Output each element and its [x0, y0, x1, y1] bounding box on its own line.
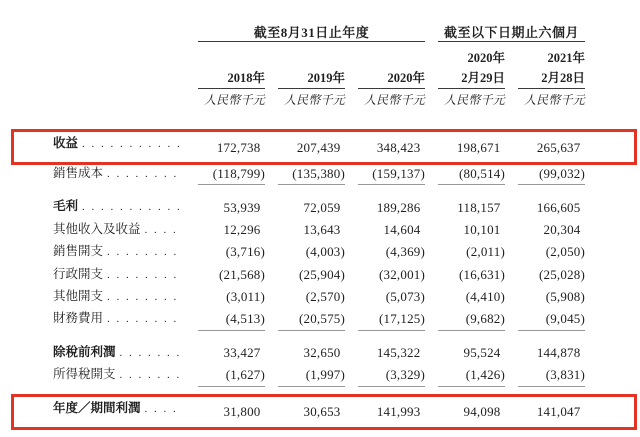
currency-unit-label: 人民幣千元: [283, 93, 345, 107]
value-cell: (20,575): [278, 308, 345, 330]
value-cell: (99,032): [518, 163, 585, 185]
value-cell: (118,799): [198, 163, 265, 185]
row-label-text: 年度／期間利潤: [53, 400, 141, 415]
dotted-leader: [120, 345, 183, 360]
spacer-cell: [50, 42, 185, 68]
dotted-leader: [82, 199, 183, 214]
row-label: [50, 308, 185, 330]
value-cell: 95,524: [463, 344, 501, 360]
value-cell: 32,650: [303, 344, 341, 360]
value-cell: 348,423: [376, 140, 421, 155]
table-row: [50, 133, 585, 163]
value-cell: (16,631): [458, 266, 505, 282]
spacer-cell: [50, 68, 185, 89]
value-cell: (135,380): [278, 163, 345, 185]
value-cell: (5,908): [545, 289, 585, 305]
value-cell: 166,605: [536, 199, 581, 215]
column-group-annual-title: 截至8月31日止年度: [253, 25, 370, 40]
value-cell: 144,878: [536, 344, 581, 360]
row-label-text: 所得稅開支: [53, 367, 116, 382]
spacer-cell: [278, 42, 345, 68]
row-label-text: 其他開支: [53, 288, 104, 303]
interim-year-header: 2020年: [467, 51, 505, 65]
value-cell: 31,800: [198, 398, 265, 428]
interim-date-header: 2月28日: [518, 68, 585, 89]
row-label-text: 行政開支: [53, 266, 104, 281]
currency-unit-label: 人民幣千元: [203, 93, 265, 107]
value-cell: (3,716): [225, 244, 265, 260]
dotted-leader: [107, 244, 183, 259]
value-cell: (4,410): [465, 289, 505, 305]
row-label-text: 除稅前利潤: [53, 344, 116, 359]
table-row: [50, 163, 585, 185]
row-label: [50, 219, 185, 241]
row-label: [50, 264, 185, 286]
value-cell: 33,427: [223, 344, 261, 360]
value-cell: (9,682): [438, 308, 505, 330]
value-cell: (1,627): [198, 364, 265, 386]
year-header: 2020年: [358, 68, 425, 89]
dotted-leader: [107, 166, 183, 181]
row-label: [50, 398, 185, 428]
currency-unit-label: 人民幣千元: [363, 93, 425, 107]
value-cell: (2,050): [545, 244, 585, 260]
value-cell: (25,904): [298, 266, 345, 282]
table-row: [50, 308, 585, 330]
value-cell: 30,653: [278, 398, 345, 428]
dotted-leader: [82, 136, 183, 151]
dotted-leader: [107, 311, 183, 326]
table-row: [50, 286, 585, 308]
row-label: [50, 241, 185, 263]
table-row: [50, 196, 585, 218]
column-group-header-row: [50, 22, 585, 42]
value-cell: (3,329): [358, 364, 425, 386]
value-cell: 265,637: [536, 140, 581, 155]
row-label-text: 毛利: [53, 199, 79, 214]
table-row: [50, 364, 585, 386]
dotted-leader: [120, 367, 183, 382]
value-cell: (3,011): [226, 289, 265, 305]
value-cell: 14,604: [383, 221, 421, 237]
value-cell: 72,059: [303, 199, 341, 215]
column-group-interim: [438, 22, 585, 42]
value-cell: 198,671: [456, 140, 501, 155]
row-label-text: 銷售開支: [53, 244, 104, 259]
dotted-leader: [107, 289, 183, 304]
value-cell: 12,296: [223, 221, 261, 237]
row-label-text: 銷售成本: [53, 166, 104, 180]
column-group-annual: [198, 22, 425, 42]
row-label-text: 收益: [53, 136, 79, 150]
table-row: [50, 241, 585, 263]
value-cell: (159,137): [358, 163, 425, 185]
currency-unit-label: 人民幣千元: [523, 93, 585, 107]
year-header: 2018年: [198, 68, 265, 89]
currency-unit-row: [50, 89, 585, 110]
value-cell: 141,047: [518, 398, 585, 428]
value-cell: (17,125): [358, 308, 425, 330]
value-cell: (1,426): [438, 364, 505, 386]
table-row: [50, 398, 585, 428]
row-label: [50, 364, 185, 386]
value-cell: (2,011): [466, 244, 505, 260]
value-cell: (1,997): [278, 364, 345, 386]
spacer-cell: [50, 22, 185, 42]
row-label: [50, 342, 185, 364]
value-cell: 20,304: [543, 221, 581, 237]
value-cell: 94,098: [438, 398, 505, 428]
value-cell: 207,439: [296, 140, 341, 155]
value-cell: (32,001): [378, 266, 425, 282]
row-label: [50, 196, 185, 218]
value-cell: (3,831): [518, 364, 585, 386]
value-cell: 13,643: [303, 221, 341, 237]
value-cell: 53,939: [223, 199, 261, 215]
year-header: 2019年: [278, 68, 345, 89]
row-label: [50, 163, 185, 185]
value-cell: (2,570): [305, 289, 345, 305]
table-row: [50, 219, 585, 241]
row-label: [50, 286, 185, 308]
value-cell: (21,568): [218, 266, 265, 282]
value-cell: 10,101: [463, 221, 501, 237]
value-cell: 145,322: [376, 344, 421, 360]
year-header-row: [50, 68, 585, 89]
row-label: [50, 133, 185, 163]
dotted-leader: [145, 401, 183, 416]
spacer-cell: [198, 42, 265, 68]
value-cell: 189,286: [376, 199, 421, 215]
value-cell: (80,514): [438, 163, 505, 185]
interim-year-row: [50, 42, 585, 68]
table-body: [50, 133, 585, 428]
value-cell: 172,738: [216, 140, 261, 155]
dotted-leader: [145, 222, 183, 237]
currency-unit-label: 人民幣千元: [443, 93, 505, 107]
row-label-text: 財務費用: [53, 311, 104, 326]
interim-year-header: 2021年: [547, 51, 585, 65]
value-cell: (4,003): [305, 244, 345, 260]
value-cell: (25,028): [538, 266, 585, 282]
value-cell: (9,045): [518, 308, 585, 330]
value-cell: (5,073): [385, 289, 425, 305]
value-cell: (4,513): [198, 308, 265, 330]
spacer-cell: [50, 89, 185, 110]
row-label-text: 其他收入及收益: [53, 221, 141, 236]
value-cell: 141,993: [358, 398, 425, 428]
dotted-leader: [107, 267, 183, 282]
table-row: [50, 264, 585, 286]
value-cell: (4,369): [385, 244, 425, 260]
interim-date-header: 2月29日: [438, 68, 505, 89]
income-statement-table: [50, 22, 585, 428]
spacer-cell: [358, 42, 425, 68]
column-group-interim-title: 截至以下日期止六個月: [443, 25, 579, 40]
value-cell: 118,157: [457, 199, 501, 215]
table-row: [50, 342, 585, 364]
